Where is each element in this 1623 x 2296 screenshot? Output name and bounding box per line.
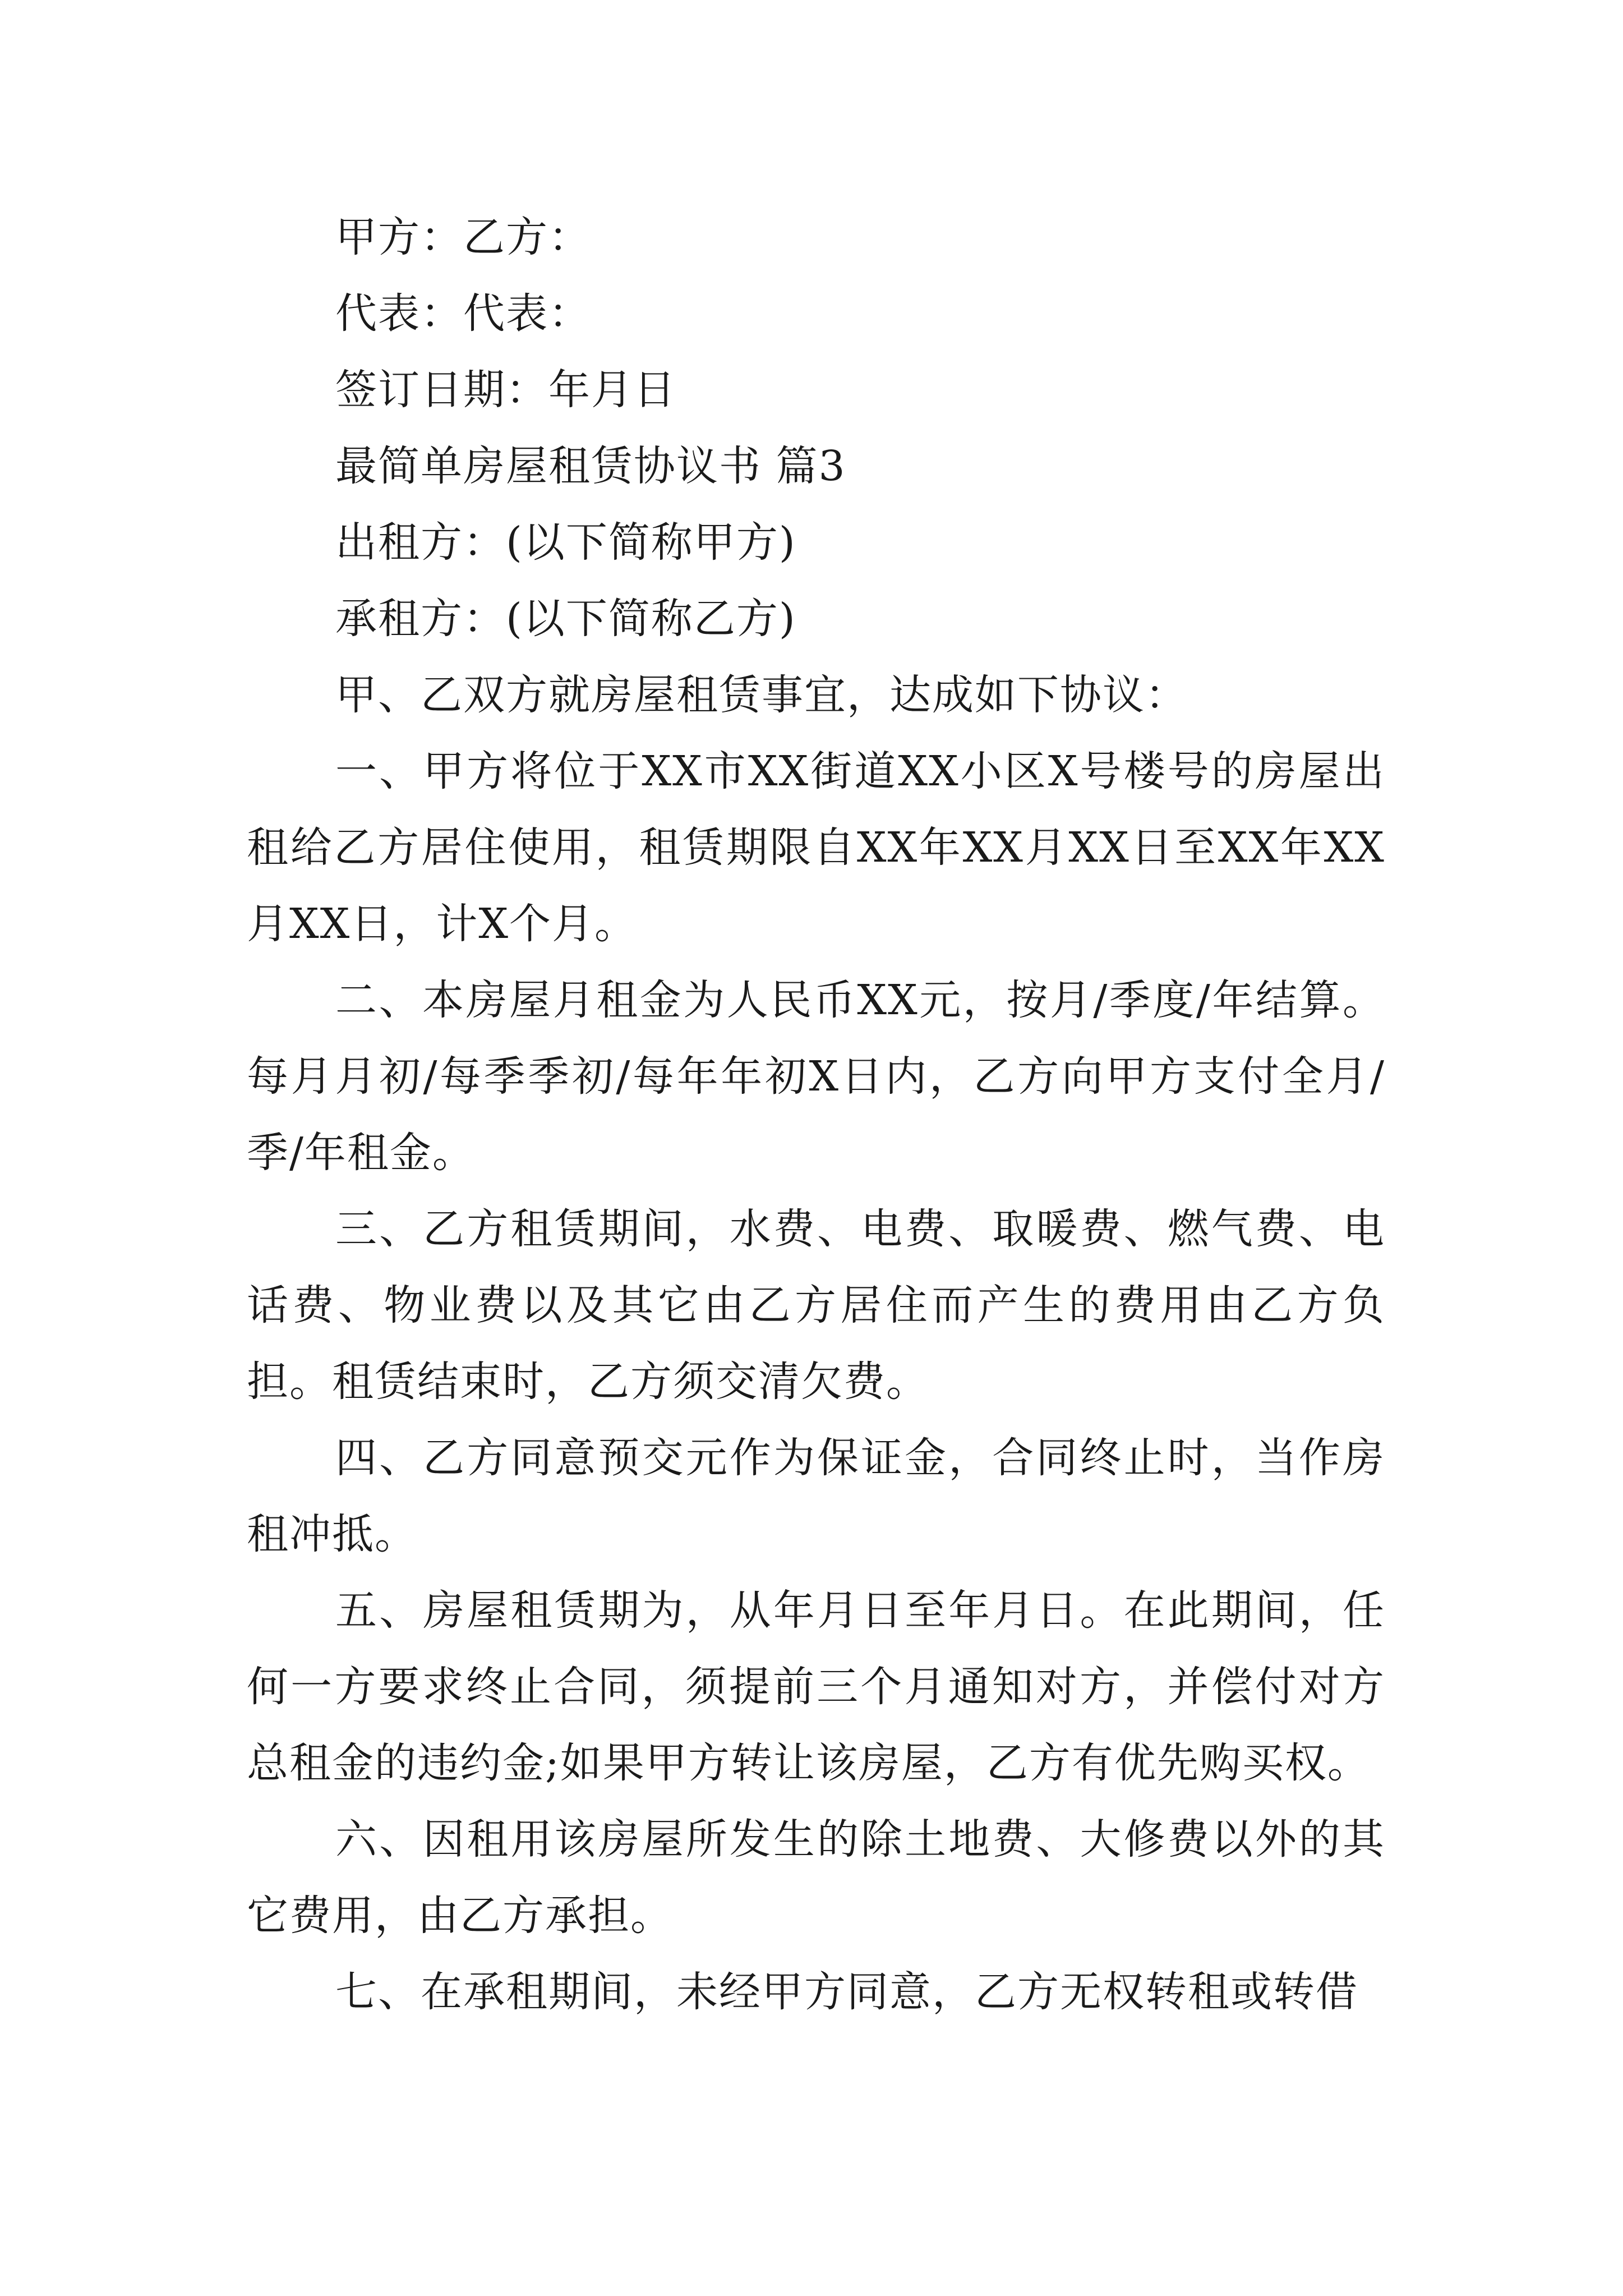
clause-3: 三、乙方租赁期间，水费、电费、取暖费、燃气费、电话费、物业费以及其它由乙方居住而产生的费用由乙方负担。租赁结束时，乙方须交清欠费。 xyxy=(247,1205,1385,1406)
agreement-intro: 甲、乙双方就房屋租赁事宜，达成如下协议： xyxy=(335,671,1188,719)
clause-4: 四、乙方同意预交元作为保证金，合同终止时，当作房租冲抵。 xyxy=(247,1434,1385,1558)
clause-5: 五、房屋租赁期为，从年月日至年月日。在此期间，任何一方要求终止合同，须提前三个月通知对方，并偿付对方总租金的违约金;如果甲方转让该房屋，乙方有优先购买权。 xyxy=(247,1586,1385,1787)
section-title: 最简单房屋租赁协议书 篇3 xyxy=(335,442,846,490)
party-a-b-line: 甲方：乙方： xyxy=(335,213,591,261)
clause-7: 七、在承租期间，未经甲方同意，乙方无权转租或转借 xyxy=(335,1968,1358,2016)
document-body xyxy=(247,199,1385,2030)
clause-2: 二、本房屋月租金为人民币XX元，按月/季度/年结算。每月月初/每季季初/每年年初X日内，乙方向甲方支付全月/季/年租金。 xyxy=(247,976,1385,1177)
lessee-line: 承租方：(以下简称乙方) xyxy=(335,595,796,643)
signing-date-line: 签订日期：年月日 xyxy=(335,366,676,414)
clause-1: 一、甲方将位于XX市XX街道XX小区X号楼号的房屋出租给乙方居住使用，租赁期限自XX年XX月XX日至XX年XX月XX日，计X个月。 xyxy=(247,747,1385,948)
representative-line: 代表：代表： xyxy=(335,289,591,338)
lessor-line: 出租方：(以下简称甲方) xyxy=(335,518,796,567)
clause-6: 六、因租用该房屋所发生的除土地费、大修费以外的其它费用，由乙方承担。 xyxy=(247,1815,1385,1940)
